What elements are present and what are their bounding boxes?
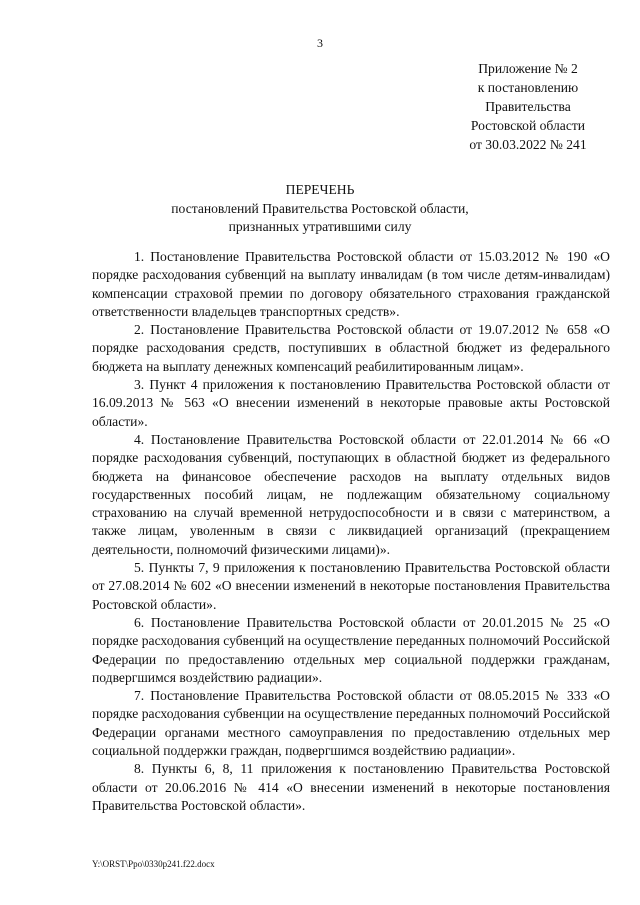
appendix-line: Приложение № 2 [478,61,578,76]
document-title [0,181,640,237]
items-list [92,248,610,815]
appendix-line: от 30.03.2022 № 241 [469,137,587,152]
appendix-line: Ростовской области [470,118,586,133]
page-number: 3 [317,36,323,50]
list-item: 8. Пункты 6, 8, 11 приложения к постановлению Правительства Ростовской области от 20.06.2016 № 414 «О внесении изменений в некоторые постановления Правительства Ростовской области». [92,761,610,813]
list-item: 4. Постановление Правительства Ростовской области от 22.01.2014 № 66 «О порядке расходования субвенций, поступающих в областной бюджет из федерального бюджета на финансовое обеспечение расходов на выплату отдельных видов государственных пособий лицам, не подлежащим обязательному социальному страхованию на случай временной нетрудоспособности и в связи с материнством, а также лицам, уволенным в связи с ликвидацией организаций (прекращением деятельности, полномочий физическими лицами)». [92,431,610,557]
list-item: 5. Пункты 7, 9 приложения к постановлению Правительства Ростовской области от 27.08.2014 № 602 «О внесении изменений в некоторые постановления Правительства Ростовской области». [92,560,610,612]
list-item: 6. Постановление Правительства Ростовской области от 20.01.2015 № 25 «О порядке расходования субвенций на осуществление переданных полномочий Российской Федерации по предоставлению отдельных мер социальной поддержки гражданам, подвергшимся воздействию радиации». [92,614,610,685]
footer-file-path: Y:\ORST\Ppo\0330p241.f22.docx [92,859,215,869]
appendix-header [448,59,608,154]
list-item: 7. Постановление Правительства Ростовской области от 08.05.2015 № 333 «О порядке расходования субвенции на осуществление переданных полномочий Российской Федерации органами местного самоуправления по предоставлению отдельных мер социальной поддержки граждан, подвергшимся воздействию радиации». [92,688,610,759]
list-item: 1. Постановление Правительства Ростовской области от 15.03.2012 № 190 «О порядке расходования субвенций на выплату инвалидам (в том числе детям-инвалидам) компенсации страховой премии по договору обязательного страхования гражданской ответственности владельцев транспортных средств». [92,249,610,319]
title-subtitle-line2: признанных утратившими силу [228,219,412,234]
title-subtitle-line1: постановлений Правительства Ростовской области, [171,200,469,216]
appendix-line: к постановлению [477,80,579,95]
list-item: 2. Постановление Правительства Ростовской области от 19.07.2012 № 658 «О порядке расходования средств, поступивших в областной бюджет из федерального бюджета на выплату денежных компенсаций реабилитированным лицам». [92,322,610,374]
list-item: 3. Пункт 4 приложения к постановлению Правительства Ростовской области от 16.09.2013 № 563 «О внесении изменений в некоторые правовые акты Ростовской области». [92,377,610,429]
appendix-line: Правительства [485,99,571,114]
title-heading: ПЕРЕЧЕНЬ [285,182,355,197]
